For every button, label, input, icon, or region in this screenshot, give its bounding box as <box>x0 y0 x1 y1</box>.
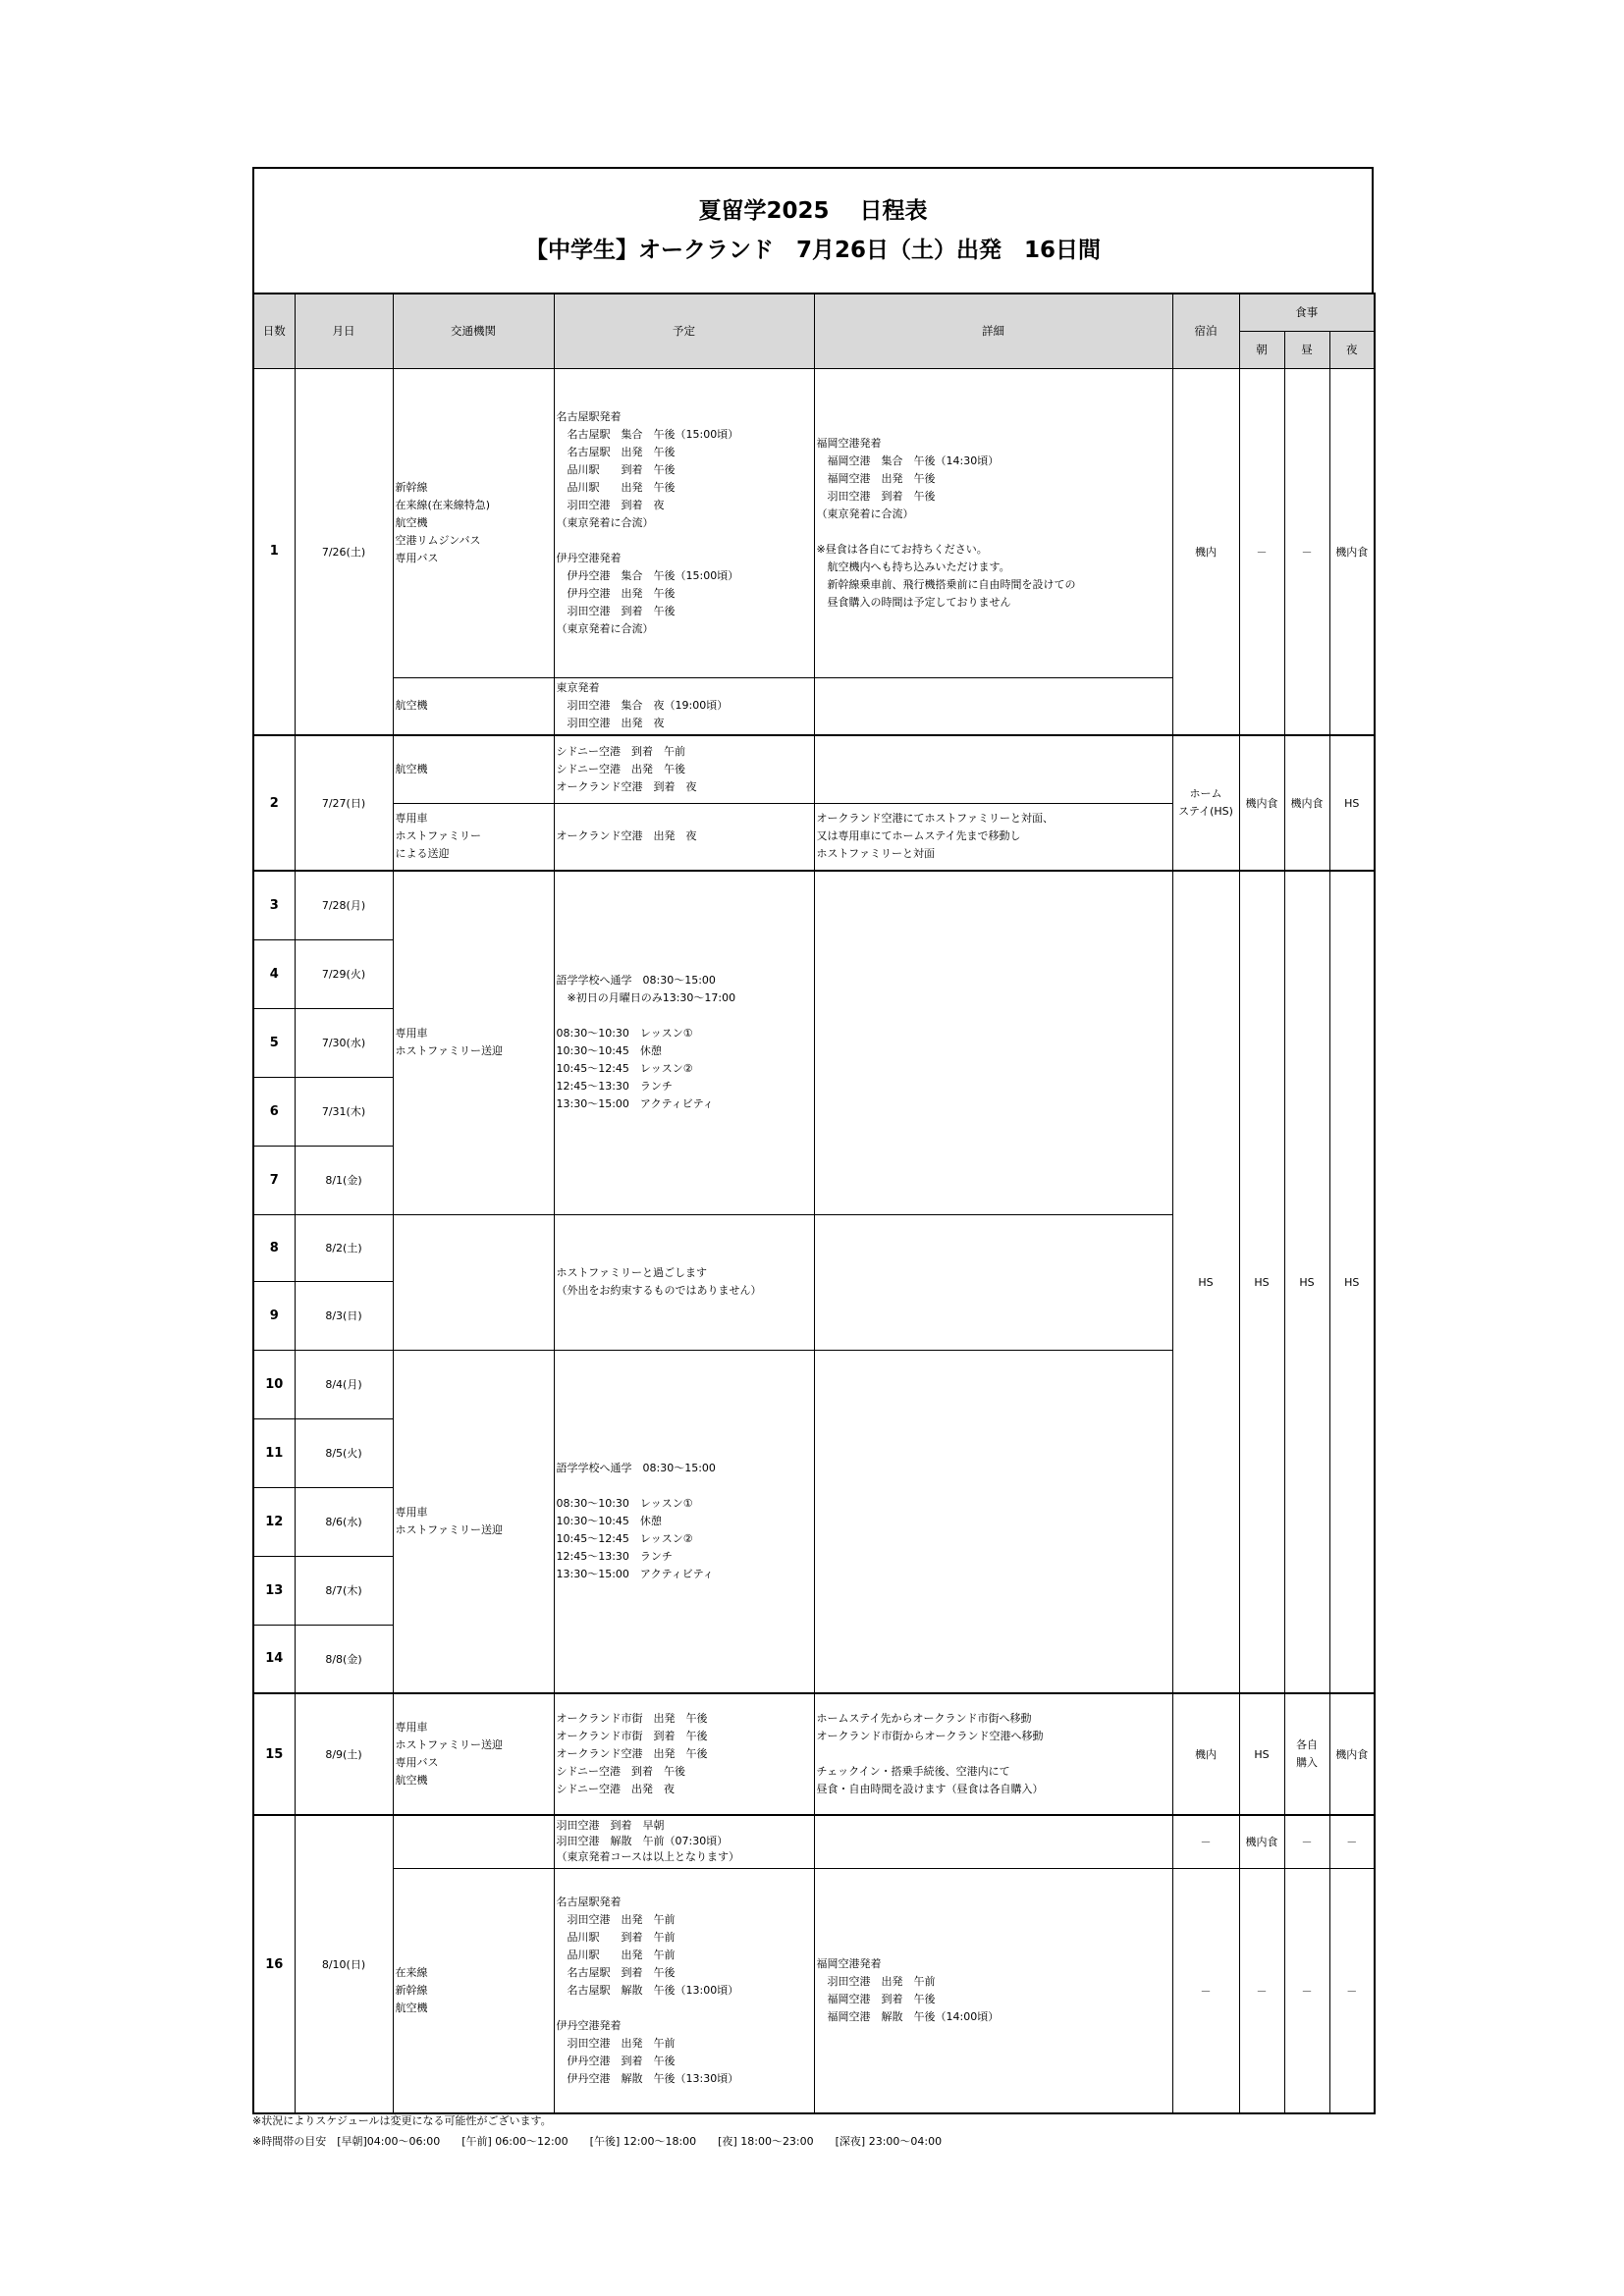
details-cell: 福岡空港発着 羽田空港 出発 午前 福岡空港 到着 午後 福岡空港 解散 午後（14:00頃） <box>814 1868 1172 2113</box>
day-date: 8/9(土) <box>295 1693 393 1815</box>
day-number: 1 <box>253 368 295 735</box>
title-line-2: 【中学生】オークランド 7月26日（土）出発 16日間 <box>524 238 1102 263</box>
dinner-cell: HS <box>1329 735 1375 871</box>
breakfast-cell: 機内食 <box>1239 1815 1284 1868</box>
breakfast-cell: － <box>1239 1868 1284 2113</box>
day-number: 8 <box>253 1214 295 1281</box>
note-line: ※時間帯の目安 [早朝]04:00～06:00 [午前] 06:00～12:00 [午後] 12:00～18:00 [夜] 18:00～23:00 [深夜] 23:00～04:00 <box>252 2135 943 2148</box>
day-date: 8/6(水) <box>295 1487 393 1556</box>
day-15-group <box>253 1693 1375 1815</box>
plan-cell: シドニー空港 到着 午前 シドニー空港 出発 午後 オークランド空港 到着 夜 <box>554 735 814 803</box>
transport-cell: 専用車 ホストファミリー送迎 <box>393 871 554 1214</box>
details-cell: ホームステイ先からオークランド市街へ移動 オークランド市街からオークランド空港へ移動 チェックイン・搭乗手続後、空港内にて 昼食・自由時間を設けます（昼食は各自購入） <box>814 1693 1172 1815</box>
plan-cell: オークランド市街 出発 午後 オークランド市街 到着 午後 オークランド空港 出発 午後 シドニー空港 到着 午後 シドニー空港 出発 夜 <box>554 1693 814 1815</box>
day-date: 7/30(水) <box>295 1008 393 1077</box>
transport-cell <box>393 1815 554 1868</box>
day-1-group <box>253 368 1375 735</box>
day-number: 15 <box>253 1693 295 1815</box>
header-dinner: 夜 <box>1329 331 1375 368</box>
lodging-cell: － <box>1172 1868 1239 2113</box>
day-date: 8/3(日) <box>295 1281 393 1350</box>
header-details: 詳細 <box>814 294 1172 368</box>
lunch-cell: 各自 購入 <box>1284 1693 1329 1815</box>
title-line-1: 夏留学2025 日程表 <box>698 198 928 224</box>
schedule-table <box>252 293 1376 2114</box>
dinner-cell: － <box>1329 1868 1375 2113</box>
lunch-cell: 機内食 <box>1284 735 1329 871</box>
dinner-cell: HS <box>1329 871 1375 1693</box>
day-date: 8/2(土) <box>295 1214 393 1281</box>
lodging-cell: 機内 <box>1172 1693 1239 1815</box>
breakfast-cell: － <box>1239 368 1284 735</box>
breakfast-cell: 機内食 <box>1239 735 1284 871</box>
header-lodging: 宿泊 <box>1172 294 1239 368</box>
day-date: 8/8(金) <box>295 1625 393 1693</box>
plan-cell: 東京発着 羽田空港 集合 夜（19:00頃） 羽田空港 出発 夜 <box>554 677 814 735</box>
day-date: 8/4(月) <box>295 1350 393 1418</box>
day-date: 7/27(日) <box>295 735 393 871</box>
plan-cell: 名古屋駅発着 羽田空港 出発 午前 品川駅 到着 午前 品川駅 出発 午前 名古屋駅 到着 午後 名古屋駅 解散 午後（13:00頃） 伊丹空港発着 羽田空港 出発 午前 伊丹空港 到着 午後 伊丹空港 解散 午後（13:30頃） <box>554 1868 814 2113</box>
transport-cell: 航空機 <box>393 677 554 735</box>
day-number: 3 <box>253 871 295 939</box>
day-number: 2 <box>253 735 295 871</box>
day-number: 9 <box>253 1281 295 1350</box>
day-number: 12 <box>253 1487 295 1556</box>
title-box <box>252 167 1374 293</box>
transport-cell: 在来線 新幹線 航空機 <box>393 1868 554 2113</box>
details-cell <box>814 1214 1172 1350</box>
header-day-no: 日数 <box>253 294 295 368</box>
header-transport: 交通機関 <box>393 294 554 368</box>
day-number: 5 <box>253 1008 295 1077</box>
lodging-cell: － <box>1172 1815 1239 1868</box>
day-number: 14 <box>253 1625 295 1693</box>
day-date: 7/31(木) <box>295 1077 393 1146</box>
day-date: 8/5(火) <box>295 1418 393 1487</box>
lodging-cell: ホーム ステイ(HS) <box>1172 735 1239 871</box>
day-date: 8/1(金) <box>295 1146 393 1214</box>
transport-cell: 専用車 ホストファミリー による送迎 <box>393 803 554 871</box>
day-date: 8/10(日) <box>295 1815 393 2113</box>
day-date: 8/7(木) <box>295 1556 393 1625</box>
dinner-cell: － <box>1329 1815 1375 1868</box>
plan-cell: ホストファミリーと過ごします （外出をお約束するものではありません） <box>554 1214 814 1350</box>
schedule-sheet <box>252 167 1374 2114</box>
day-2-group <box>253 735 1375 871</box>
dinner-cell: 機内食 <box>1329 368 1375 735</box>
lunch-cell: － <box>1284 1868 1329 2113</box>
day-number: 11 <box>253 1418 295 1487</box>
details-cell <box>814 735 1172 803</box>
footnotes <box>252 2110 942 2152</box>
transport-cell: 新幹線 在来線(在来線特急) 航空機 空港リムジンバス 専用バス <box>393 368 554 677</box>
transport-cell <box>393 1214 554 1350</box>
day-date: 7/26(土) <box>295 368 393 735</box>
day-16-group <box>253 1815 1375 2113</box>
days-3-14-group <box>253 871 1375 1693</box>
details-cell: オークランド空港にてホストファミリーと対面、 又は専用車にてホームステイ先まで移動し ホストファミリーと対面 <box>814 803 1172 871</box>
plan-cell: 語学学校へ通学 08:30～15:00 ※初日の月曜日のみ13:30～17:00 08:30～10:30 レッスン① 10:30～10:45 休憩 10:45～12:45 レッスン② 12:45～13:30 ランチ 13:30～15:00 アクティビティ <box>554 871 814 1214</box>
day-number: 16 <box>253 1815 295 2113</box>
header-plan: 予定 <box>554 294 814 368</box>
lunch-cell: － <box>1284 1815 1329 1868</box>
lunch-cell: HS <box>1284 871 1329 1693</box>
header-date: 月日 <box>295 294 393 368</box>
day-date: 7/28(月) <box>295 871 393 939</box>
lunch-cell: － <box>1284 368 1329 735</box>
header-lunch: 昼 <box>1284 331 1329 368</box>
transport-cell: 専用車 ホストファミリー送迎 <box>393 1350 554 1693</box>
details-cell <box>814 1815 1172 1868</box>
transport-cell: 専用車 ホストファミリー送迎 専用バス 航空機 <box>393 1693 554 1815</box>
lodging-cell: 機内 <box>1172 368 1239 735</box>
day-number: 4 <box>253 939 295 1008</box>
day-date: 7/29(火) <box>295 939 393 1008</box>
header-meals: 食事 <box>1239 294 1375 331</box>
plan-cell: 語学学校へ通学 08:30～15:00 08:30～10:30 レッスン① 10:30～10:45 休憩 10:45～12:45 レッスン② 12:45～13:30 ランチ 13:30～15:00 アクティビティ <box>554 1350 814 1693</box>
plan-cell: 羽田空港 到着 早朝 羽田空港 解散 午前（07:30頃） （東京発着コースは以上となります） <box>554 1815 814 1868</box>
note-line: ※状況によりスケジュールは変更になる可能性がございます。 <box>252 2114 552 2127</box>
breakfast-cell: HS <box>1239 1693 1284 1815</box>
dinner-cell: 機内食 <box>1329 1693 1375 1815</box>
breakfast-cell: HS <box>1239 871 1284 1693</box>
day-number: 10 <box>253 1350 295 1418</box>
day-number: 6 <box>253 1077 295 1146</box>
day-number: 7 <box>253 1146 295 1214</box>
details-cell <box>814 677 1172 735</box>
plan-cell: 名古屋駅発着 名古屋駅 集合 午後（15:00頃） 名古屋駅 出発 午後 品川駅 到着 午後 品川駅 出発 午後 羽田空港 到着 夜 （東京発着に合流） 伊丹空港発着 伊丹空港 集合 午後（15:00頃） 伊丹空港 出発 午後 羽田空港 到着 午後 （東京発着に合流） <box>554 368 814 677</box>
details-cell <box>814 871 1172 1214</box>
lodging-cell: HS <box>1172 871 1239 1693</box>
header-breakfast: 朝 <box>1239 331 1284 368</box>
details-cell <box>814 1350 1172 1693</box>
plan-cell: オークランド空港 出発 夜 <box>554 803 814 871</box>
day-number: 13 <box>253 1556 295 1625</box>
transport-cell: 航空機 <box>393 735 554 803</box>
details-cell: 福岡空港発着 福岡空港 集合 午後（14:30頃） 福岡空港 出発 午後 羽田空港 到着 午後 （東京発着に合流） ※昼食は各自にてお持ちください。 航空機内へも持ち込みいただけます。 新幹線乗車前、飛行機搭乗前に自由時間を設けての 昼食購入の時間は予定しておりません <box>814 368 1172 677</box>
